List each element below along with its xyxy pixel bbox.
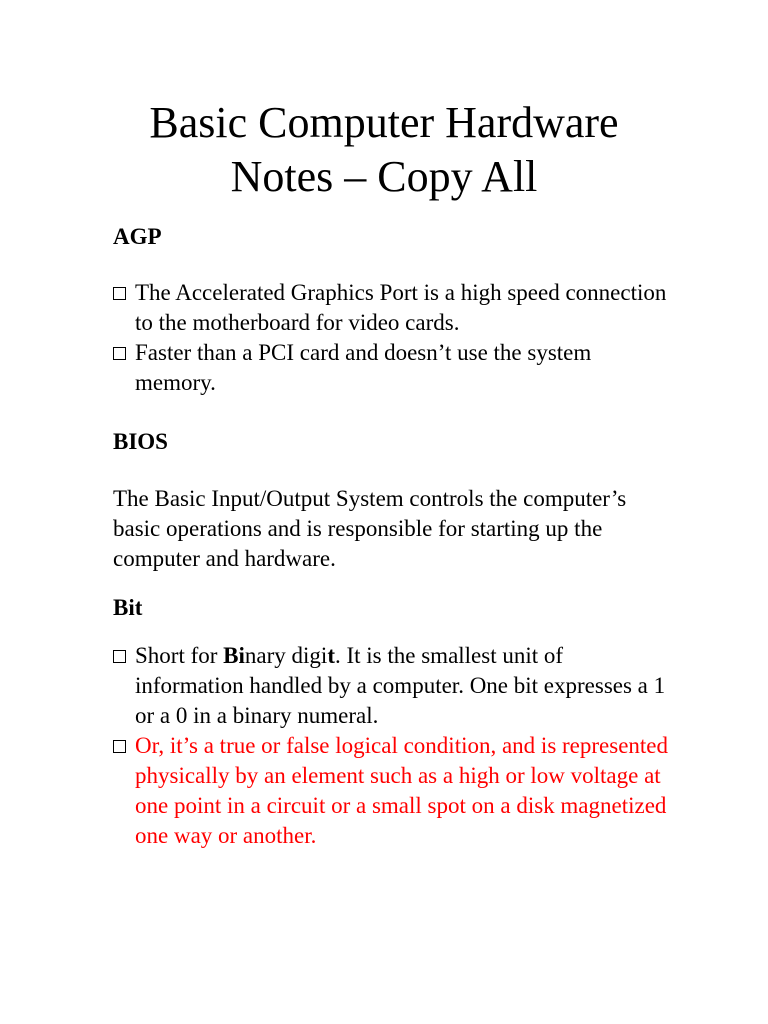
section-heading-agp: AGP: [113, 224, 162, 249]
bit-bullet-list: [113, 641, 673, 851]
list-item: [113, 278, 673, 338]
bit-bullet-1-pre: Short for: [135, 643, 224, 668]
bit-bullet-1-mid: nary digi: [244, 643, 328, 668]
bit-bullet-1-text: [135, 643, 665, 728]
list-item: [113, 338, 673, 398]
list-item: [113, 731, 673, 851]
section-heading-bios: BIOS: [113, 429, 168, 454]
page-title-line-2: Notes – Copy All: [230, 152, 538, 201]
page-title: [0, 96, 768, 204]
agp-bullet-2-text: Faster than a PCI card and doesn’t use the system memory.: [135, 340, 592, 395]
bios-paragraph: The Basic Input/Output System controls the computer’s basic operations and is responsible for starting up the computer and hardware.: [113, 486, 627, 571]
checkbox-square-icon: [113, 740, 126, 753]
agp-bullet-list: [113, 278, 673, 398]
checkbox-square-icon: [113, 347, 126, 360]
bit-bullet-1-bold-t: t: [327, 643, 335, 668]
checkbox-square-icon: [113, 650, 126, 663]
section-heading-bit: Bit: [113, 595, 143, 620]
list-item: [113, 641, 673, 731]
page-title-line-1: Basic Computer Hardware: [149, 98, 619, 147]
checkbox-square-icon: [113, 287, 126, 300]
bit-bullet-1-post: . It is the smallest unit of information handled by a computer. One bit expresses a 1 or a 0 in a binary numeral.: [135, 643, 666, 728]
agp-bullet-1-text: The Accelerated Graphics Port is a high speed connection to the motherboard for video cards.: [135, 280, 667, 335]
bit-bullet-2-text: Or, it’s a true or false logical condition, and is represented physically by an element such as a high or low voltage at one point in a circuit or a small spot on a disk magnetized one way or another.: [135, 733, 669, 848]
bit-bullet-1-bold-bi: Bi: [223, 643, 245, 668]
